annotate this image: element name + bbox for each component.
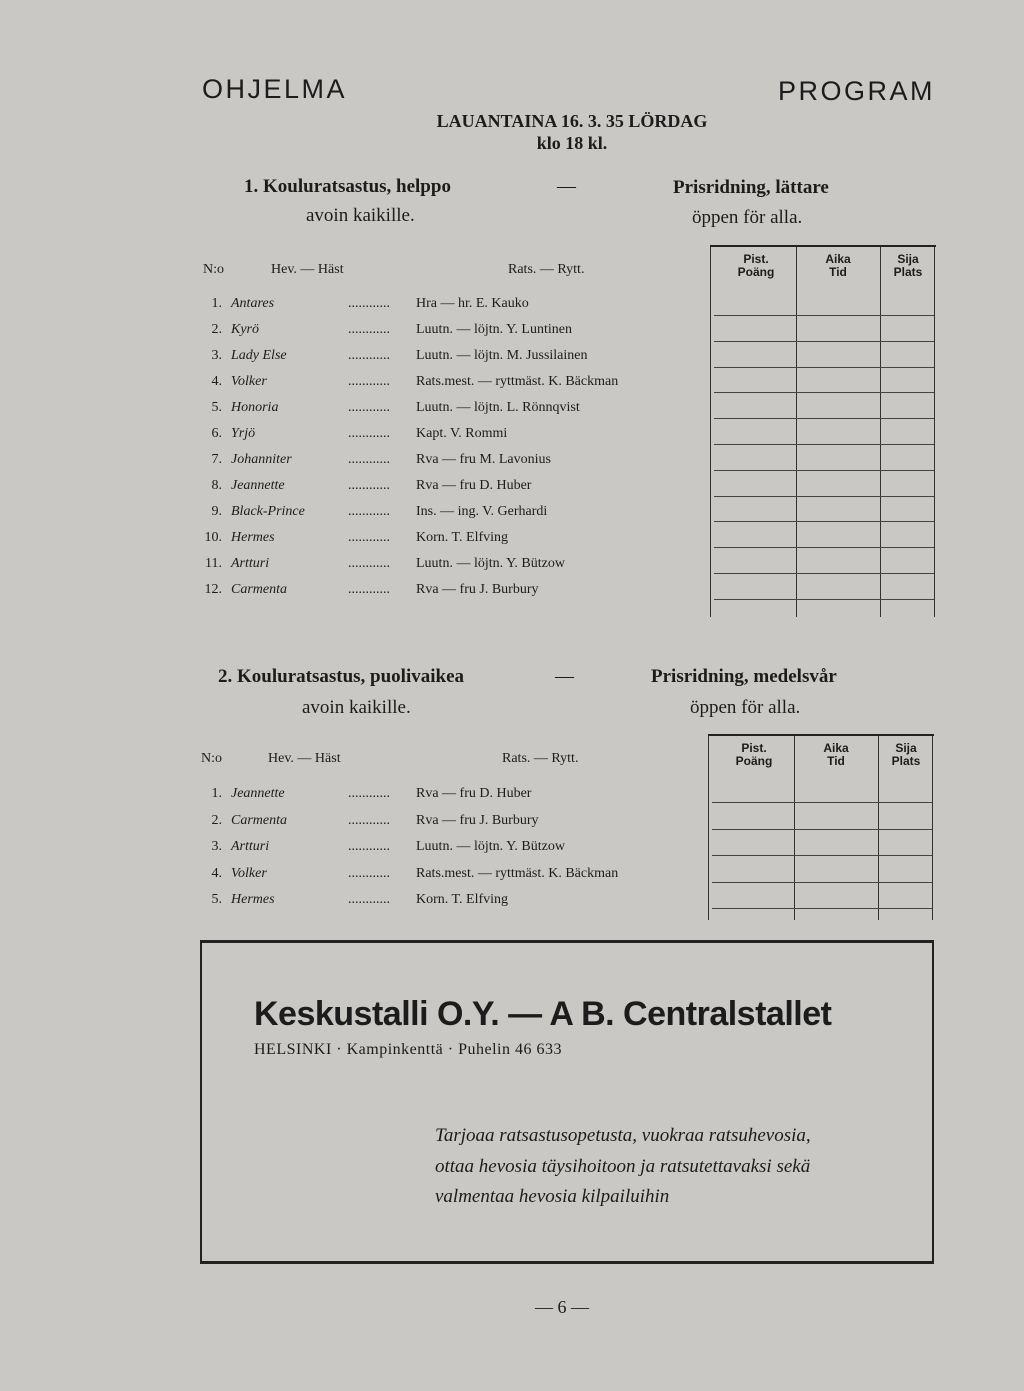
grid-line (714, 599, 934, 600)
entry-horse: Antares (231, 296, 275, 311)
entry-rider: Rats.mest. — ryttmäst. K. Bäckman (416, 865, 619, 881)
leader-dots: ............ (348, 400, 390, 415)
grid-line (714, 573, 934, 574)
leader-dots: ............ (348, 786, 390, 801)
entry-number: 5. (211, 892, 222, 907)
class2-col-number: N:o (201, 751, 222, 766)
class1-title-sv: Prisridning, lättare (673, 177, 829, 198)
entry-rider: Luutn. — löjtn. M. Jussilainen (416, 348, 588, 363)
entry-row (198, 322, 710, 348)
leader-dots: ............ (348, 556, 390, 571)
entry-rider: Luutn. — löjtn. Y. Bützow (416, 556, 565, 571)
entry-horse: Lady Else (231, 348, 287, 363)
advertisement-line-2: ottaa hevosia täysihoitoon ja ratsutettavaksi sekä (435, 1156, 811, 1177)
entry-number: 5. (211, 400, 222, 415)
entry-horse: Volker (231, 865, 267, 881)
entry-rider: Hra — hr. E. Kauko (416, 296, 529, 311)
header-title-fi: OHJELMA (202, 74, 348, 104)
grid-line (714, 547, 934, 548)
class2-title-sv: Prisridning, medelsvår (651, 666, 837, 687)
class2-score-header-points: Pist. Poäng (735, 741, 773, 768)
entry-rider: Luutn. — löjtn. Y. Bützow (416, 839, 565, 854)
entry-horse: Johanniter (231, 452, 292, 467)
entry-number: 10. (204, 530, 222, 545)
entry-rider: Rats.mest. — ryttmäst. K. Bäckman (416, 374, 619, 389)
entry-horse: Carmenta (231, 582, 287, 597)
entry-number: 3. (211, 839, 222, 854)
leader-dots: ............ (348, 452, 390, 467)
class1-score-header-time: Aika Tid (825, 252, 851, 279)
entry-horse: Artturi (231, 839, 270, 854)
class1-dash: — (557, 176, 576, 197)
entry-rider: Luutn. — löjtn. Y. Luntinen (416, 322, 572, 337)
entry-rider: Ins. — ing. V. Gerhardi (416, 504, 548, 519)
entry-row (198, 452, 710, 478)
grid-line (712, 882, 932, 883)
entry-rider: Kapt. V. Rommi (416, 426, 508, 441)
leader-dots: ............ (348, 839, 390, 854)
entry-number: 7. (211, 452, 222, 467)
class2-subtitle-sv: öppen för alla. (690, 697, 801, 718)
entry-row (198, 582, 710, 608)
entry-row (198, 866, 710, 892)
entry-row (198, 556, 710, 582)
class1-score-grid (710, 245, 936, 617)
class1-col-rider: Rats. — Rytt. (508, 262, 585, 277)
entry-horse: Jeannette (231, 478, 285, 493)
entry-number: 1. (211, 296, 222, 311)
class2-subtitle-fi: avoin kaikille. (302, 697, 411, 718)
grid-divider (880, 247, 881, 617)
leader-dots: ............ (348, 865, 390, 881)
leader-dots: ............ (348, 348, 390, 363)
advertisement-line-3: valmentaa hevosia kilpailuihin (435, 1186, 670, 1207)
entry-row (198, 374, 710, 400)
entry-number: 12. (204, 582, 222, 597)
advertisement-line-1: Tarjoaa ratsastusopetusta, vuokraa ratsuhevosia, (435, 1125, 811, 1146)
leader-dots: ............ (348, 426, 390, 441)
leader-dots: ............ (348, 504, 390, 519)
grid-line (712, 829, 932, 830)
class1-score-header-place: Sija Plats (893, 252, 923, 279)
grid-line (714, 367, 934, 368)
entry-horse: Kyrö (231, 322, 259, 337)
entry-number: 9. (211, 504, 222, 519)
entry-rider: Korn. T. Elfving (416, 892, 509, 907)
entry-row (198, 348, 710, 374)
entry-rider: Rva — fru J. Burbury (416, 582, 539, 597)
class1-score-header-points: Pist. Poäng (737, 252, 775, 279)
class2-score-header-place: Sija Plats (891, 741, 921, 768)
entry-horse: Honoria (231, 400, 279, 415)
grid-line (712, 855, 932, 856)
grid-divider (934, 247, 935, 617)
leader-dots: ............ (348, 322, 390, 337)
entry-horse: Hermes (231, 530, 275, 545)
grid-line (714, 392, 934, 393)
grid-line (712, 802, 932, 803)
advertisement-box (200, 940, 934, 1264)
class1-col-horse: Hev. — Häst (271, 262, 344, 277)
class2-score-grid (708, 734, 934, 920)
leader-dots: ............ (348, 530, 390, 545)
entry-horse: Yrjö (231, 426, 256, 441)
grid-divider (710, 247, 711, 617)
grid-line (714, 315, 934, 316)
grid-line (712, 908, 932, 909)
entry-rider: Rva — fru D. Huber (416, 786, 532, 801)
entry-number: 11. (205, 556, 222, 571)
entry-number: 2. (211, 812, 222, 828)
class2-col-horse: Hev. — Häst (268, 751, 341, 766)
entry-horse: Carmenta (231, 812, 287, 828)
grid-line (714, 496, 934, 497)
entry-row (198, 892, 710, 918)
grid-line (714, 521, 934, 522)
advertisement-title: Keskustalli O.Y. — A B. Centralstallet (254, 995, 832, 1033)
entry-row (198, 426, 710, 452)
grid-line (714, 470, 934, 471)
leader-dots: ............ (348, 892, 390, 907)
entry-row (198, 400, 710, 426)
grid-line (714, 444, 934, 445)
entry-row (198, 478, 710, 504)
class1-title-fi: 1. Kouluratsastus, helppo (244, 176, 451, 197)
header-title-sv: PROGRAM (778, 76, 936, 106)
entry-number: 1. (211, 786, 222, 801)
class2-score-header-time: Aika Tid (823, 741, 849, 768)
entry-horse: Artturi (231, 556, 270, 571)
leader-dots: ............ (348, 296, 390, 311)
entry-rider: Luutn. — löjtn. L. Rönnqvist (416, 400, 580, 415)
entry-number: 2. (211, 322, 222, 337)
leader-dots: ............ (348, 478, 390, 493)
class2-col-rider: Rats. — Rytt. (502, 751, 579, 766)
class1-subtitle-fi: avoin kaikille. (306, 205, 415, 226)
page-number: — 6 — (535, 1297, 589, 1317)
advertisement-address: HELSINKI · Kampinkenttä · Puhelin 46 633 (254, 1041, 562, 1058)
grid-divider (708, 736, 709, 920)
entry-row (198, 296, 710, 322)
leader-dots: ............ (348, 374, 390, 389)
grid-line (714, 341, 934, 342)
entry-number: 3. (211, 348, 222, 363)
class2-dash: — (555, 666, 574, 687)
grid-line (714, 418, 934, 419)
entry-number: 4. (211, 374, 222, 389)
grid-divider (796, 247, 797, 617)
grid-divider (932, 736, 933, 920)
entry-row (198, 504, 710, 530)
entry-number: 4. (211, 865, 222, 881)
entry-number: 8. (211, 478, 222, 493)
entry-row (198, 530, 710, 556)
entry-row (198, 786, 710, 812)
entry-horse: Black-Prince (231, 504, 305, 519)
class1-col-number: N:o (203, 262, 224, 277)
leader-dots: ............ (348, 812, 390, 828)
entry-horse: Volker (231, 374, 267, 389)
entry-horse: Hermes (231, 892, 275, 907)
entry-number: 6. (211, 426, 222, 441)
entry-rider: Rva — fru M. Lavonius (416, 452, 551, 467)
event-time: klo 18 kl. (536, 133, 608, 153)
entry-rider: Rva — fru J. Burbury (416, 812, 539, 828)
entry-row (198, 813, 710, 839)
entry-rider: Korn. T. Elfving (416, 530, 509, 545)
class1-subtitle-sv: öppen för alla. (692, 207, 803, 228)
entry-horse: Jeannette (231, 786, 285, 801)
entry-rider: Rva — fru D. Huber (416, 478, 532, 493)
event-date: LAUANTAINA 16. 3. 35 LÖRDAG (436, 111, 708, 131)
class2-title-fi: 2. Kouluratsastus, puolivaikea (218, 666, 464, 687)
entry-row (198, 839, 710, 865)
leader-dots: ............ (348, 582, 390, 597)
